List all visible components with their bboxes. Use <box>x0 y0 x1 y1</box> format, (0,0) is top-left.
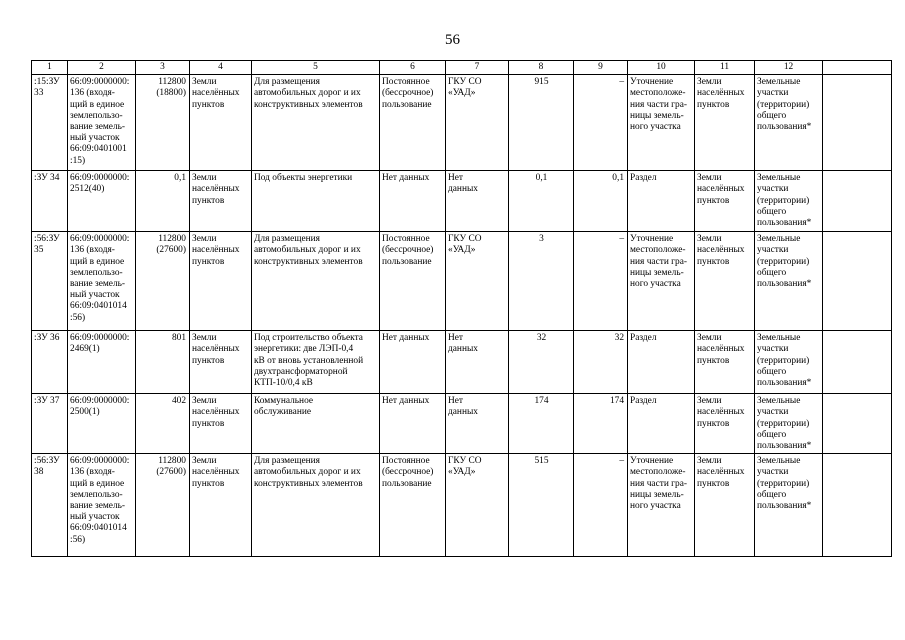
formed-area: 915 <box>509 75 574 171</box>
formed-area: 174 <box>509 394 574 454</box>
permitted-use-new: Земельные участки (территории) общего пользования* <box>755 171 823 232</box>
area-value: – <box>574 454 628 557</box>
table-row <box>32 232 892 331</box>
land-category: Земли населённых пунктов <box>190 394 252 454</box>
land-plots-table <box>31 60 892 557</box>
col-header: 5 <box>252 61 380 75</box>
formation-method: Раздел <box>628 394 695 454</box>
permitted-use: Для размещения автомобильных дорог и их конструктивных элементов <box>252 232 380 331</box>
area-value: – <box>574 75 628 171</box>
col-header: 11 <box>695 61 755 75</box>
land-category: Земли населённых пунктов <box>190 331 252 394</box>
header-row <box>32 61 892 75</box>
land-category-new: Земли населённых пунктов <box>695 394 755 454</box>
cadastral-number: 66:09:0000000: 2512(40) <box>68 171 136 232</box>
table-row <box>32 454 892 557</box>
table-row <box>32 331 892 394</box>
table-row <box>32 171 892 232</box>
permitted-use: Коммунальное обслуживание <box>252 394 380 454</box>
right-type: Постоянное (бессрочное) пользование <box>380 232 446 331</box>
cadastral-number: 66:09:0000000: 2500(1) <box>68 394 136 454</box>
right-type: Постоянное (бессрочное) пользование <box>380 454 446 557</box>
permitted-use: Под объекты энергетики <box>252 171 380 232</box>
col-header: 12 <box>755 61 823 75</box>
empty-cell <box>823 232 892 331</box>
plot-area: 0,1 <box>136 171 190 232</box>
permitted-use-new: Земельные участки (территории) общего пользования* <box>755 394 823 454</box>
plot-area: 112800 (27600) <box>136 232 190 331</box>
plot-designation: :ЗУ 37 <box>32 394 68 454</box>
right-holder: Нет данных <box>446 171 509 232</box>
plot-designation: :ЗУ 36 <box>32 331 68 394</box>
col-header: 8 <box>509 61 574 75</box>
land-category: Земли населённых пунктов <box>190 454 252 557</box>
col-header: 6 <box>380 61 446 75</box>
permitted-use: Под строительство объекта энергетики: две ЛЭП-0,4 кВ от вновь установленной двухтрансформаторной КТП-10/0,4 кВ <box>252 331 380 394</box>
col-header: 9 <box>574 61 628 75</box>
col-header: 7 <box>446 61 509 75</box>
right-holder: ГКУ СО «УАД» <box>446 454 509 557</box>
table-row <box>32 75 892 171</box>
empty-cell <box>823 331 892 394</box>
land-category: Земли населённых пунктов <box>190 75 252 171</box>
area-value: 32 <box>574 331 628 394</box>
formed-area: 0,1 <box>509 171 574 232</box>
permitted-use-new: Земельные участки (территории) общего пользования* <box>755 331 823 394</box>
area-value: 0,1 <box>574 171 628 232</box>
formation-method: Уточнение местоположе- ния части гра- ницы земель- ного участка <box>628 75 695 171</box>
table-row <box>32 394 892 454</box>
page-number: 56 <box>445 32 460 48</box>
formation-method: Уточнение местоположе- ния части гра- ницы земель- ного участка <box>628 454 695 557</box>
permitted-use: Для размещения автомобильных дорог и их конструктивных элементов <box>252 75 380 171</box>
land-category-new: Земли населённых пунктов <box>695 331 755 394</box>
empty-cell <box>823 75 892 171</box>
col-header: 3 <box>136 61 190 75</box>
land-category: Земли населённых пунктов <box>190 232 252 331</box>
cadastral-number: 66:09:0000000: 136 (входя- щий в единое землепользо- вание земель- ный участок 66:09:0401014 :56) <box>68 454 136 557</box>
empty-cell <box>823 454 892 557</box>
right-type: Постоянное (бессрочное) пользование <box>380 75 446 171</box>
cadastral-number: 66:09:0000000: 2469(1) <box>68 331 136 394</box>
land-category-new: Земли населённых пунктов <box>695 232 755 331</box>
table-body <box>32 75 892 557</box>
permitted-use-new: Земельные участки (территории) общего пользования* <box>755 454 823 557</box>
formed-area: 515 <box>509 454 574 557</box>
plot-designation: :56:ЗУ 38 <box>32 454 68 557</box>
land-category-new: Земли населённых пунктов <box>695 75 755 171</box>
area-value: – <box>574 232 628 331</box>
col-header: 1 <box>32 61 68 75</box>
permitted-use-new: Земельные участки (территории) общего пользования* <box>755 232 823 331</box>
cadastral-number: 66:09:0000000: 136 (входя- щий в единое землепользо- вание земель- ный участок 66:09:0401001 :15) <box>68 75 136 171</box>
right-type: Нет данных <box>380 331 446 394</box>
land-category: Земли населённых пунктов <box>190 171 252 232</box>
col-header: 10 <box>628 61 695 75</box>
plot-area: 402 <box>136 394 190 454</box>
formation-method: Раздел <box>628 171 695 232</box>
right-holder: ГКУ СО «УАД» <box>446 75 509 171</box>
col-header <box>823 61 892 75</box>
right-holder: ГКУ СО «УАД» <box>446 232 509 331</box>
plot-area: 112800 (18800) <box>136 75 190 171</box>
right-holder: Нет данных <box>446 331 509 394</box>
formation-method: Уточнение местоположе- ния части гра- ницы земель- ного участка <box>628 232 695 331</box>
right-holder: Нет данных <box>446 394 509 454</box>
formed-area: 3 <box>509 232 574 331</box>
plot-designation: :15:ЗУ 33 <box>32 75 68 171</box>
right-type: Нет данных <box>380 171 446 232</box>
col-header: 2 <box>68 61 136 75</box>
plot-area: 801 <box>136 331 190 394</box>
area-value: 174 <box>574 394 628 454</box>
plot-area: 112800 (27600) <box>136 454 190 557</box>
land-category-new: Земли населённых пунктов <box>695 454 755 557</box>
plot-designation: :ЗУ 34 <box>32 171 68 232</box>
plot-designation: :56:ЗУ 35 <box>32 232 68 331</box>
permitted-use: Для размещения автомобильных дорог и их конструктивных элементов <box>252 454 380 557</box>
empty-cell <box>823 394 892 454</box>
cadastral-number: 66:09:0000000: 136 (входя- щий в единое землепользо- вание земель- ный участок 66:09:0401014 :56) <box>68 232 136 331</box>
empty-cell <box>823 171 892 232</box>
col-header: 4 <box>190 61 252 75</box>
permitted-use-new: Земельные участки (территории) общего пользования* <box>755 75 823 171</box>
land-category-new: Земли населённых пунктов <box>695 171 755 232</box>
right-type: Нет данных <box>380 394 446 454</box>
formed-area: 32 <box>509 331 574 394</box>
formation-method: Раздел <box>628 331 695 394</box>
